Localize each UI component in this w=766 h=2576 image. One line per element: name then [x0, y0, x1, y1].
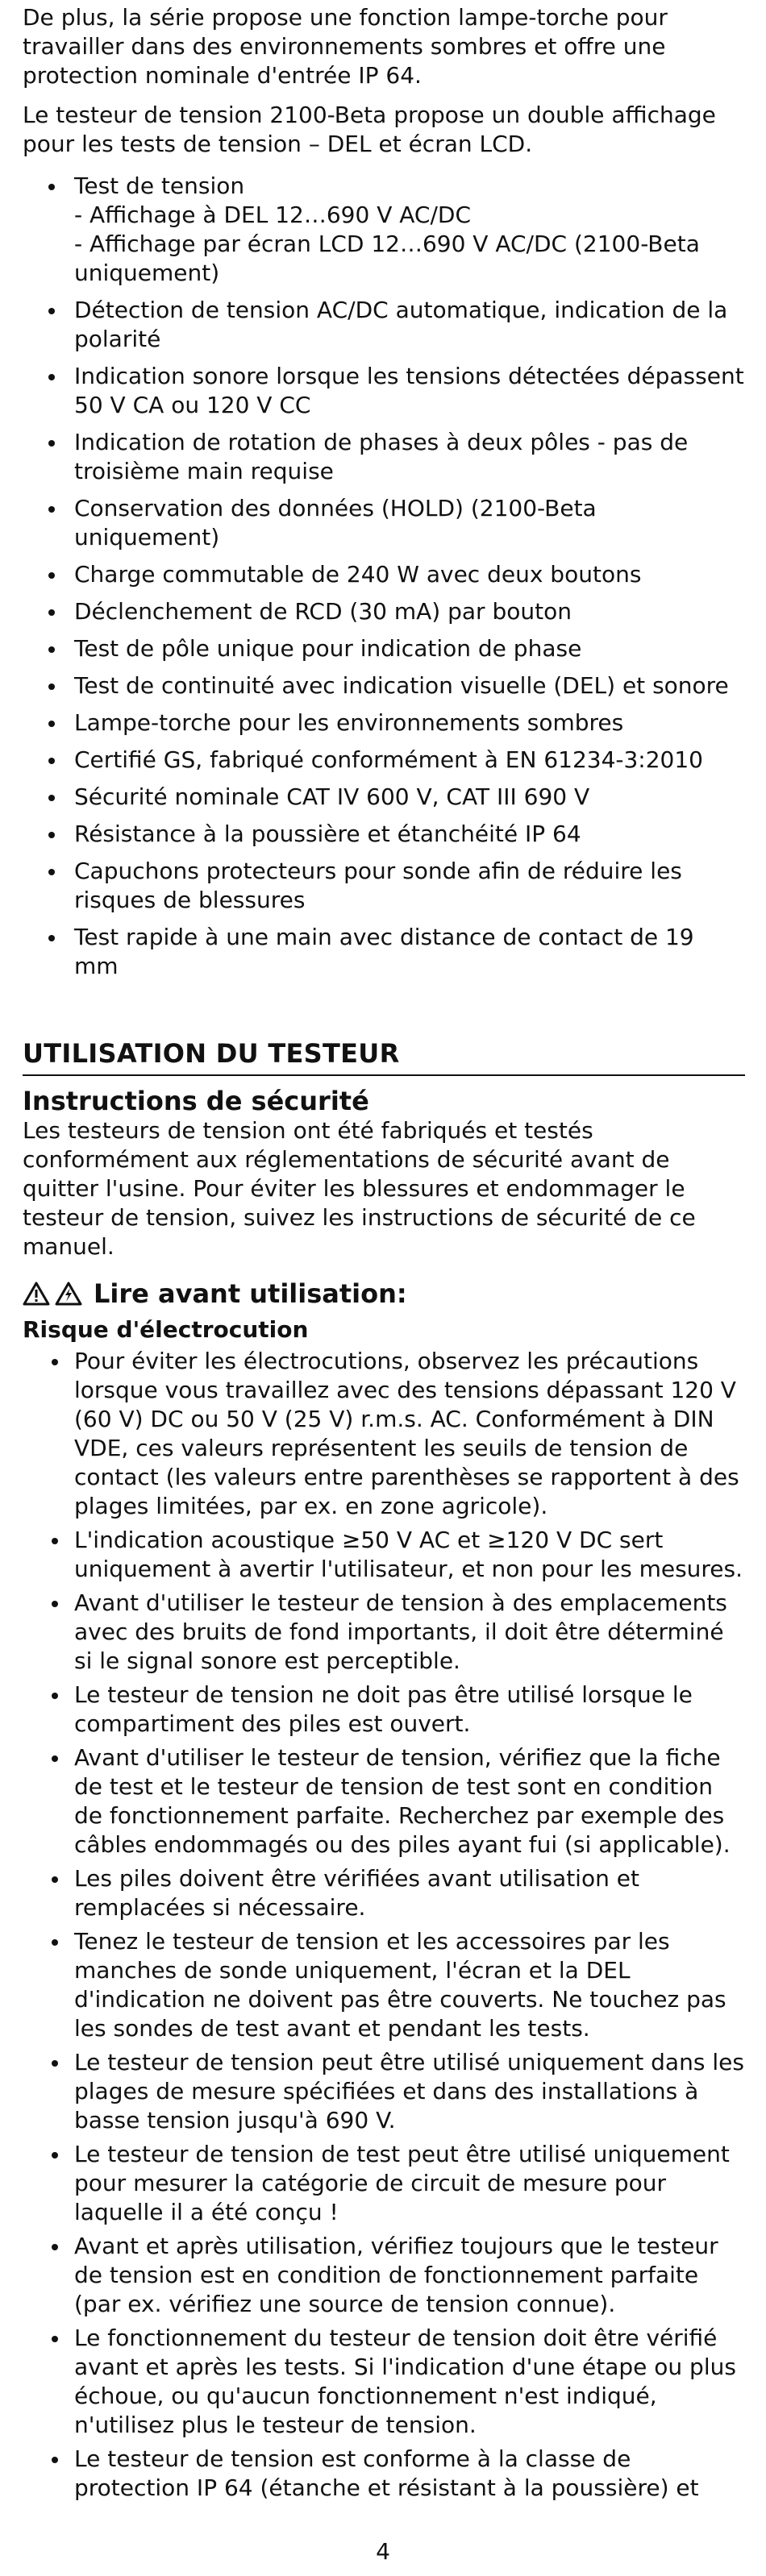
section-spacer — [23, 989, 745, 1037]
safety-intro-paragraph: Les testeurs de tension ont été fabriqués et testés conformément aux réglementations de sécurité avant de quitter l'usine. Pour éviter les blessures et endommager le testeur de tension, suivez les instructions de sécurité de ce manuel. — [23, 1117, 696, 1260]
list-item: Pour éviter les électrocutions, observez les précautions lorsque vous travaillez avec des tensions dépassant 120 V (60 V) DC ou 50 V (25 V) r.m.s. AC. Conformément à DIN VDE, ces valeurs représentent les seuils de tension de contact (les valeurs entre parenthèses se rapportent à des plages limitées, par ex. en zone agricole). — [23, 1347, 745, 1521]
intro-paragraph-dual-display: Le testeur de tension 2100-Beta propose un double affichage pour les tests de tension – DEL et écran LCD. — [23, 102, 716, 157]
list-item: Test rapide à une main avec distance de contact de 19 mm — [23, 923, 745, 981]
warning-heading-text: Lire avant utilisation: — [94, 1278, 407, 1309]
list-item: Indication de rotation de phases à deux pôles - pas de troisième main requise — [23, 428, 745, 486]
list-item: Certifié GS, fabriqué conformément à EN 61234-3:2010 — [23, 746, 745, 775]
list-item: Le testeur de tension de test peut être utilisé uniquement pour mesurer la catégorie de circuit de mesure pour laquelle il a été conçu ! — [23, 2140, 745, 2227]
warning-heading — [23, 1278, 745, 1310]
safety-list — [23, 1347, 745, 2503]
feature-sub-line: - Affichage à DEL 12…690 V AC/DC — [74, 202, 472, 228]
list-item: Lampe-torche pour les environnements sombres — [23, 708, 745, 737]
list-item: Avant d'utiliser le testeur de tension à des emplacements avec des bruits de fond importants, il doit être déterminé si le signal sonore est perceptible. — [23, 1589, 745, 1676]
list-item: Le testeur de tension peut être utilisé uniquement dans les plages de mesure spécifiées et dans des installations à basse tension jusqu'à 690 V. — [23, 2048, 745, 2135]
page-number: 4 — [376, 2538, 390, 2565]
warning-triangle-icon — [23, 1282, 50, 1306]
feature-text: Test de tension — [74, 172, 245, 199]
list-item: Indication sonore lorsque les tensions détectées dépassent 50 V CA ou 120 V CC — [23, 362, 745, 420]
list-item: L'indication acoustique ≥50 V AC et ≥120 V DC sert uniquement à avertir l'utilisateur, et non pour les mesures. — [23, 1526, 745, 1584]
list-item: Déclenchement de RCD (30 mA) par bouton — [23, 597, 745, 626]
list-item: Conservation des données (HOLD) (2100-Beta uniquement) — [23, 494, 745, 552]
list-item: Test de continuité avec indication visuelle (DEL) et sonore — [23, 671, 745, 700]
list-item: Le testeur de tension est conforme à la classe de protection IP 64 (étanche et résistant à la poussière) et — [23, 2445, 745, 2503]
list-item: Le fonctionnement du testeur de tension doit être vérifié avant et après les tests. Si l'indication d'une étape ou plus échoue, ou qu'aucun fonctionnement n'est indiqué, n'utilisez plus le testeur de tension. — [23, 2324, 745, 2440]
list-item: Test de pôle unique pour indication de phase — [23, 634, 745, 663]
feature-sub-line: - Affichage par écran LCD 12…690 V AC/DC (2100-Beta uniquement) — [74, 231, 700, 286]
subsection-title: Instructions de sécurité — [23, 1086, 369, 1116]
list-item: Charge commutable de 240 W avec deux boutons — [23, 560, 745, 589]
list-item: Détection de tension AC/DC automatique, indication de la polarité — [23, 296, 745, 354]
warning-triangle-icon — [55, 1282, 82, 1306]
list-item: Avant et après utilisation, vérifiez toujours que le testeur de tension est en condition de fonctionnement parfaite (par ex. vérifiez une source de tension connue). — [23, 2232, 745, 2319]
risk-heading: Risque d'électrocution — [23, 1316, 309, 1343]
list-item — [23, 172, 745, 288]
list-item: Avant d'utiliser le testeur de tension, vérifiez que la fiche de test et le testeur de tension de test sont en condition de fonctionnement parfaite. Recherchez par exemple des câbles endommagés ou des piles ayant fui (si applicable). — [23, 1743, 745, 1859]
list-item: Les piles doivent être vérifiées avant utilisation et remplacées si nécessaire. — [23, 1864, 745, 1922]
section-title: UTILISATION DU TESTEUR — [23, 1037, 745, 1076]
list-item: Résistance à la poussière et étanchéité IP 64 — [23, 820, 745, 849]
manual-page — [23, 3, 745, 2507]
list-item: Le testeur de tension ne doit pas être utilisé lorsque le compartiment des piles est ouvert. — [23, 1681, 745, 1739]
feature-list — [23, 172, 745, 981]
list-item: Capuchons protecteurs pour sonde afin de réduire les risques de blessures — [23, 857, 745, 915]
list-item: Tenez le testeur de tension et les accessoires par les manches de sonde uniquement, l'écran et la DEL d'indication ne doivent pas être couverts. Ne touchez pas les sondes de test avant et pendant les tests. — [23, 1927, 745, 2043]
list-item: Sécurité nominale CAT IV 600 V, CAT III 690 V — [23, 783, 745, 812]
intro-paragraph-flashlight: De plus, la série propose une fonction lampe-torche pour travailler dans des environnements sombres et offre une protection nominale d'entrée IP 64. — [23, 4, 668, 89]
